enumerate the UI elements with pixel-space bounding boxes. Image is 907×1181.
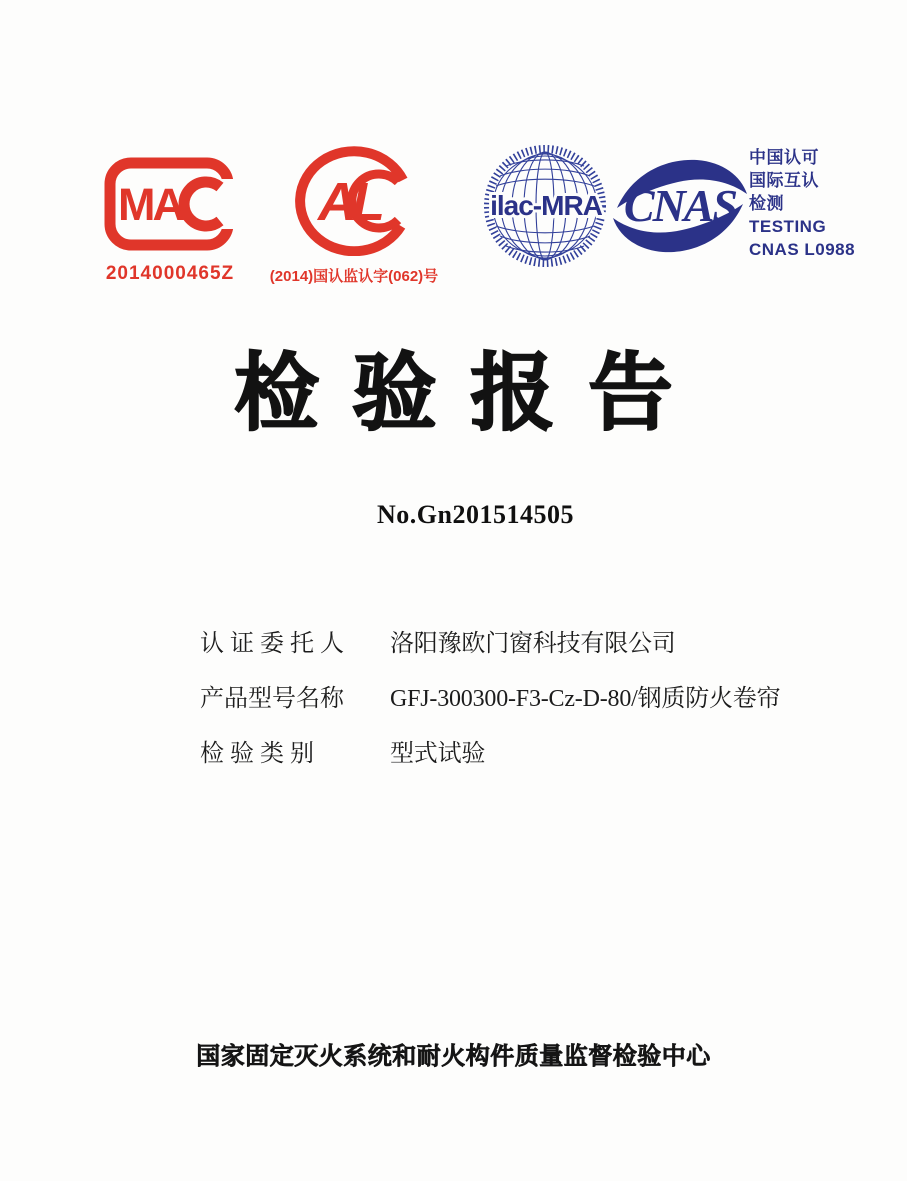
field-label-product-model: 产品型号名称	[200, 686, 344, 712]
cma-certificate-number: 2014000465Z	[105, 263, 235, 284]
cnas-mark	[611, 156, 749, 256]
ilac-mra-label: ilac-MRA	[490, 190, 602, 221]
cnas-line-4: TESTING	[749, 217, 827, 236]
cal-mark	[266, 144, 442, 286]
ilac-mra-mark	[482, 140, 610, 272]
report-number: No.Gn201514505	[377, 500, 574, 529]
cnas-line-3: 检测	[749, 194, 784, 213]
cnas-line-2: 国际互认	[749, 171, 819, 190]
field-row-client	[200, 628, 780, 663]
page-title: 检验报告	[234, 346, 707, 440]
field-label-test-category: 检 验 类 别	[200, 741, 314, 767]
field-value-test-category: 型式试验	[390, 741, 486, 767]
cal-letters: AL	[318, 172, 380, 232]
cal-certificate-number: (2014)国认监认字(062)号	[269, 268, 439, 285]
cnas-line-1: 中国认可	[749, 148, 819, 167]
field-value-product-model: GFJ-300300-F3-Cz-D-80/钢质防火卷帘	[390, 686, 781, 712]
cnas-line-5: CNAS L0988	[749, 240, 856, 259]
field-row-test-category	[200, 738, 780, 773]
field-row-product-model	[200, 683, 780, 718]
cma-logo-icon	[104, 156, 236, 252]
field-label-client: 认 证 委 托 人	[200, 631, 344, 657]
cnas-accreditation-text	[749, 146, 855, 261]
cal-logo-icon	[291, 144, 417, 256]
report-fields	[200, 628, 780, 793]
cnas-letters: CNAS	[623, 180, 737, 231]
issuing-center-name: 国家固定灭火系统和耐火构件质量监督检验中心	[196, 1043, 711, 1070]
cma-letters: MA	[118, 179, 182, 230]
cma-mark	[100, 156, 240, 285]
ilac-mra-logo-icon	[482, 140, 610, 272]
field-value-client: 洛阳豫欧门窗科技有限公司	[390, 631, 676, 657]
cnas-logo-icon	[611, 156, 749, 256]
